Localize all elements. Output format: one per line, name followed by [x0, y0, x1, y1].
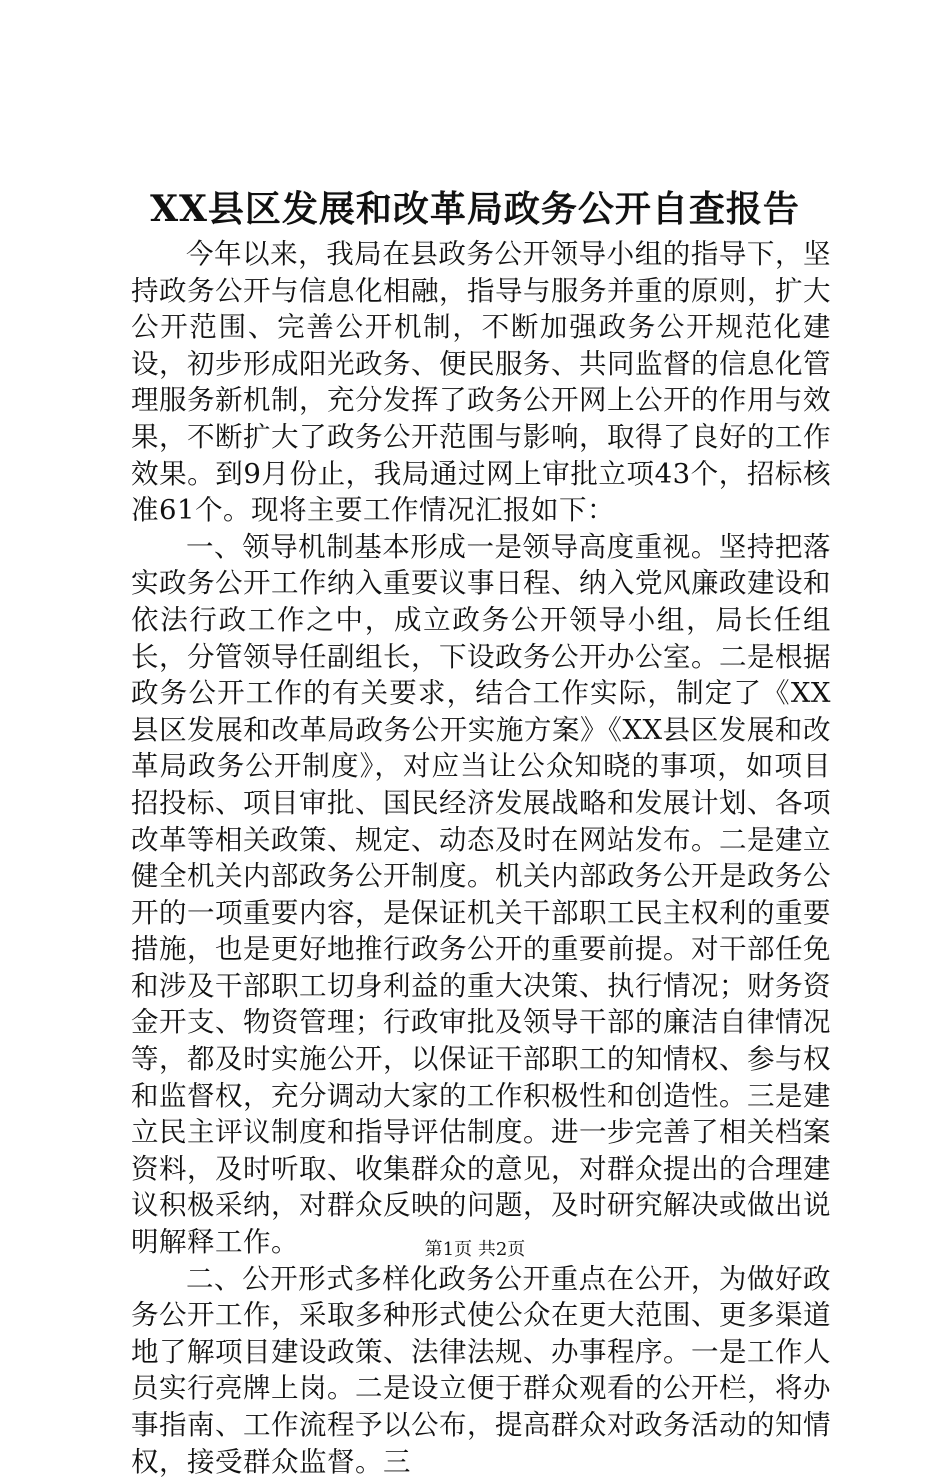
- paragraph-intro: 今年以来，我局在县政务公开领导小组的指导下，坚持政务公开与信息化相融，指导与服务并重的原则，扩大公开范围、完善公开机制，不断加强政务公开规范化建设，初步形成阳光政务、便民服务、共同监督的信息化管理服务新机制，充分发挥了政务公开网上公开的作用与效果，不断扩大了政务公开范围与影响，取得了良好的工作效果。到9月份止，我局通过网上审批立项43个，招标核准61个。现将主要工作情况汇报如下：: [131, 238, 831, 527]
- document-title: XX县区发展和改革局政务公开自查报告: [150, 188, 800, 230]
- paragraph-section-1: 一、领导机制基本形成一是领导高度重视。坚持把落实政务公开工作纳入重要议事日程、纳入党风廉政建设和依法行政工作之中，成立政务公开领导小组，局长任组长，分管领导任副组长，下设政务公开办公室。二是根据政务公开工作的有关要求，结合工作实际，制定了《XX县区发展和改革局政务公开实施方案》《XX县区发展和改革局政务公开制度》，对应当让公众知晓的事项，如项目招投标、项目审批、国民经济发展战略和发展计划、各项改革等相关政策、规定、动态及时在网站发布。二是建立健全机关内部政务公开制度。机关内部政务公开是政务公开的一项重要内容，是保证机关干部职工民主权利的重要措施，也是更好地推行政务公开的重要前提。对干部任免和涉及干部职工切身利益的重大决策、执行情况；财务资金开支、物资管理；行政审批及领导干部的廉洁自律情况等，都及时实施公开，以保证干部职工的知情权、参与权和监督权，充分调动大家的工作积极性和创造性。三是建立民主评议制度和指导评估制度。进一步完善了相关档案资料，及时听取、收集群众的意见，对群众提出的合理建议积极采纳，对群众反映的问题，及时研究解决或做出说明解释工作。: [131, 530, 831, 1259]
- page-number-footer: 第1页 共2页: [424, 1239, 526, 1260]
- paragraph-section-2: 二、公开形式多样化政务公开重点在公开，为做好政务公开工作，采取多种形式使公众在更大范围、更多渠道地了解项目建设政策、法律法规、办事程序。一是工作人员实行亮牌上岗。二是设立便于群众观看的公开栏，将办事指南、工作流程予以公布，提高群众对政务活动的知情权，接受群众监督。三: [131, 1262, 831, 1478]
- document-body: [131, 236, 831, 1480]
